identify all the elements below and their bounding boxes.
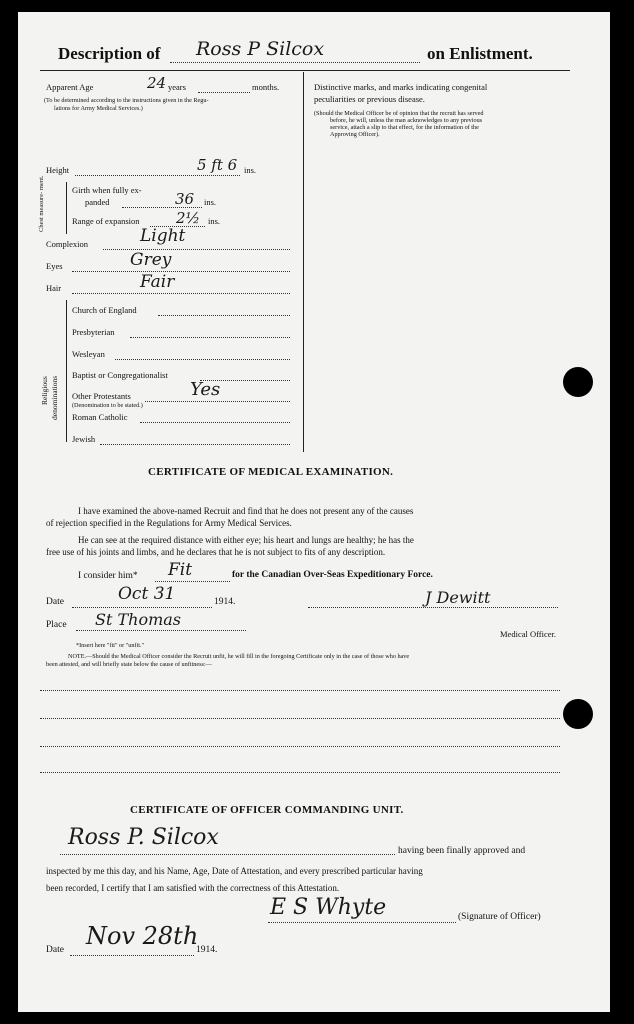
apparent-age-value: 24 bbox=[147, 74, 167, 92]
officer-p-1: having been finally approved and bbox=[398, 846, 526, 856]
consider-value: Fit bbox=[168, 560, 193, 580]
officer-year: 1914. bbox=[196, 945, 218, 955]
officer-signature: E S Whyte bbox=[270, 895, 387, 920]
religion-bracket bbox=[66, 300, 67, 442]
medical-p2-2: free use of his joints and limbs, and he declares that he is not subject to fits of any description. bbox=[46, 547, 386, 557]
girth-label-2: panded bbox=[85, 197, 110, 207]
religion-item: Presbyterian bbox=[72, 327, 115, 337]
other-protestants-value: Yes bbox=[190, 379, 221, 400]
height-value: 5 ft 6 bbox=[197, 156, 238, 174]
officer-date-value: Nov 28th bbox=[86, 922, 199, 950]
officer-p-2: inspected by me this day, and his Name, Age, Date of Attestation, and every prescribed particular having bbox=[46, 866, 423, 876]
years-label: years bbox=[168, 82, 186, 92]
officer-p-3: been recorded, I certify that I am satisfied with the correctness of this Attestation. bbox=[46, 883, 340, 893]
place-label: Place bbox=[46, 620, 67, 630]
officer-date-label: Date bbox=[46, 945, 64, 955]
medical-officer-signature: J Dewitt bbox=[425, 588, 491, 607]
ins-label-girth: ins. bbox=[204, 197, 217, 207]
header-rule bbox=[40, 70, 570, 71]
complexion-label: Complexion bbox=[46, 239, 89, 249]
eyes-value: Grey bbox=[130, 250, 172, 270]
months-label: months. bbox=[252, 82, 280, 92]
marks-note-1: (Should the Medical Officer be of opinion that the recruit has served bbox=[314, 110, 484, 117]
hair-value: Fair bbox=[140, 272, 175, 292]
title-left: Description of bbox=[58, 44, 161, 63]
unfit-line-1 bbox=[40, 690, 560, 691]
denomination-note: (Denomination to be stated.) bbox=[72, 402, 143, 409]
ins-label-range: ins. bbox=[208, 216, 221, 226]
medical-p1-2: of rejection specified in the Regulations for Army Medical Services. bbox=[46, 518, 292, 528]
eyes-label: Eyes bbox=[46, 261, 63, 271]
ins-label-height: ins. bbox=[244, 165, 257, 175]
range-value: 2½ bbox=[176, 209, 201, 227]
medical-officer-label: Medical Officer. bbox=[500, 629, 557, 639]
unfit-note-1: NOTE.—Should the Medical Officer consider the Recruit unfit, he will fill in the foregoing Certificate only in the case of those who have bbox=[68, 653, 410, 660]
place-value: St Thomas bbox=[95, 610, 182, 629]
apparent-age-label: Apparent Age bbox=[46, 82, 94, 92]
religion-item: Wesleyan bbox=[72, 349, 105, 359]
girth-label-1: Girth when fully ex- bbox=[72, 185, 142, 195]
complexion-value: Light bbox=[140, 226, 186, 246]
unfit-line-4 bbox=[40, 772, 560, 773]
officer-sig-label: (Signature of Officer) bbox=[458, 912, 541, 922]
medical-p1-1: I have examined the above-named Recruit and find that he does not present any of the causes bbox=[78, 506, 414, 516]
girth-value: 36 bbox=[175, 190, 195, 208]
marks-label-1: Distinctive marks, and marks indicating congenital bbox=[314, 82, 488, 92]
age-note-2: lations for Army Medical Services.) bbox=[54, 105, 143, 112]
unfit-note-2: been attested, and will briefly state below the cause of unfitness:— bbox=[46, 661, 212, 668]
hair-label: Hair bbox=[46, 283, 62, 293]
marks-label-2: peculiarities or previous disease. bbox=[314, 94, 425, 104]
height-label: Height bbox=[46, 165, 70, 175]
religion-item: Jewish bbox=[72, 434, 96, 444]
religion-item: Other Protestants bbox=[72, 391, 131, 401]
consider-label: I consider him* bbox=[78, 571, 138, 581]
medical-year: 1914. bbox=[214, 597, 236, 607]
chest-bracket bbox=[66, 182, 67, 234]
age-note-1: (To be determined according to the instructions given in the Regu- bbox=[44, 97, 209, 104]
medical-heading: CERTIFICATE OF MEDICAL EXAMINATION. bbox=[148, 466, 394, 478]
officer-recruit-name: Ross P. Silcox bbox=[68, 825, 219, 850]
religion-label-2: denominations bbox=[50, 375, 59, 420]
religion-item: Roman Catholic bbox=[72, 412, 128, 422]
recruit-name-handwritten: Ross P Silcox bbox=[196, 38, 325, 60]
force-label: for the Canadian Over-Seas Expeditionary Force. bbox=[232, 570, 433, 580]
marks-note-4: Approving Officer). bbox=[330, 131, 380, 138]
marks-note-3: service, attach a slip to that effect, for the information of the bbox=[330, 124, 479, 131]
title-right: on Enlistment. bbox=[427, 44, 533, 63]
medical-p2-1: He can see at the required distance with either eye; his heart and lungs are healthy; he has the bbox=[78, 535, 414, 545]
officer-heading: CERTIFICATE OF OFFICER COMMANDING UNIT. bbox=[130, 804, 404, 816]
chest-label: Chest measure- ment. bbox=[38, 175, 45, 232]
religion-item: Baptist or Congregationalist bbox=[72, 370, 168, 380]
medical-date-value: Oct 31 bbox=[118, 584, 176, 604]
religion-item: Church of England bbox=[72, 305, 137, 315]
unfit-line-3 bbox=[40, 746, 560, 747]
insert-note: *Insert here "fit" or "unfit." bbox=[76, 642, 145, 649]
medical-date-label: Date bbox=[46, 597, 64, 607]
unfit-line-2 bbox=[40, 718, 560, 719]
column-divider bbox=[303, 72, 304, 452]
punch-hole bbox=[563, 699, 593, 729]
marks-note-2: before, he will, unless the man acknowledges to any previous bbox=[330, 117, 483, 124]
punch-hole bbox=[563, 367, 593, 397]
name-line bbox=[170, 62, 420, 63]
religion-label-1: Religious bbox=[40, 376, 49, 405]
range-label: Range of expansion bbox=[72, 216, 140, 226]
